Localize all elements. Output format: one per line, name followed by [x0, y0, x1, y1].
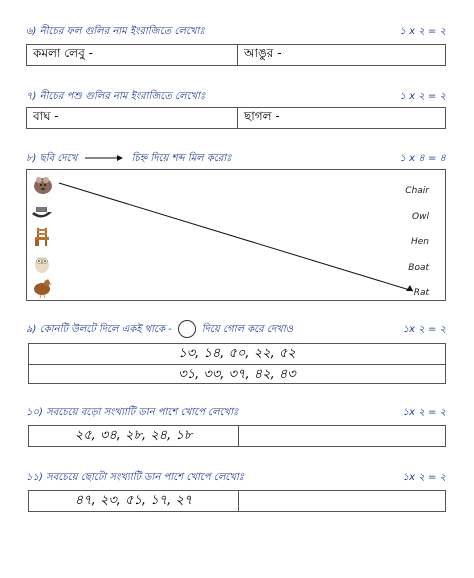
q9-number-box [28, 343, 446, 384]
q10-prompt: ১০) সবচেয়ে বড়ো সংখ্যাটি ডান পাশে খোপে লেখোঃ [26, 407, 239, 418]
q8-prompt-left: ৮) ছবি দেখে [26, 153, 78, 164]
q9-marks: ১x ২ = ২ [402, 324, 446, 335]
q6-answer-box [26, 44, 446, 66]
q9-row-2[interactable]: ৩১, ৩৩, ৩৭, ৪২, ৪৩ [178, 366, 296, 382]
word-boat: Boat [408, 263, 429, 273]
q8-prompt-right: চিহ্ন দিয়ে শব্দ মিল করোঃ [131, 153, 232, 164]
circle-icon [178, 320, 196, 338]
q6-marks: ১ x ২ = ২ [399, 26, 446, 37]
q8-marks: ১ x ৪ = ৪ [399, 153, 446, 164]
match-line [27, 170, 447, 302]
q11-prompt: ১১) সবচেয়ে ছোটো সংখ্যাটি ডান পাশে খোপে লেখোঃ [26, 472, 245, 483]
q10-answer-cell[interactable] [239, 426, 447, 446]
q6-cell-grape[interactable]: আঙুর - [244, 46, 282, 60]
q9-prompt-right: দিয়ে গোল করে দেখাও [201, 324, 293, 335]
arrow-right-icon [84, 154, 124, 162]
q6-cell-orange[interactable]: কমলা লেবু - [33, 46, 93, 60]
q7-cell-goat[interactable]: ছাগল - [244, 109, 280, 123]
q7-answer-box [26, 107, 446, 129]
q9-prompt [26, 320, 293, 339]
q8-prompt [26, 151, 232, 168]
q11-answer-box [28, 490, 446, 512]
q7-cell-tiger[interactable]: বাঘ - [33, 109, 59, 123]
word-hen: Hen [410, 237, 429, 247]
word-rat: Rat [413, 288, 429, 298]
q11-numbers: ৪৭, ২৩, ৫১, ১৭, ২৭ [74, 492, 193, 508]
q7-prompt: ৭) নীচের পশু গুলির নাম ইংরাজিতে লেখোঃ [26, 91, 206, 102]
q10-answer-box [28, 425, 446, 447]
q10-numbers: ২৫, ৩৪, ২৮, ২৪, ১৮ [74, 427, 193, 443]
q8-matching-box [26, 169, 446, 301]
q11-marks: ১x ২ = ২ [402, 472, 446, 483]
q10-marks: ১x ২ = ২ [402, 407, 446, 418]
word-owl: Owl [412, 212, 429, 222]
q9-prompt-left: ৯) কোনটি উলটে দিলে একই থাকে - [26, 324, 172, 335]
q7-marks: ১ x ২ = ২ [399, 91, 446, 102]
q11-answer-cell[interactable] [239, 491, 447, 511]
q9-row-1[interactable]: ১৩, ১৪, ৫০, ২২, ৫২ [178, 345, 296, 361]
q6-prompt: ৬) নীচের ফল গুলির নাম ইংরাজিতে লেখোঃ [26, 26, 205, 37]
word-chair: Chair [405, 186, 429, 196]
